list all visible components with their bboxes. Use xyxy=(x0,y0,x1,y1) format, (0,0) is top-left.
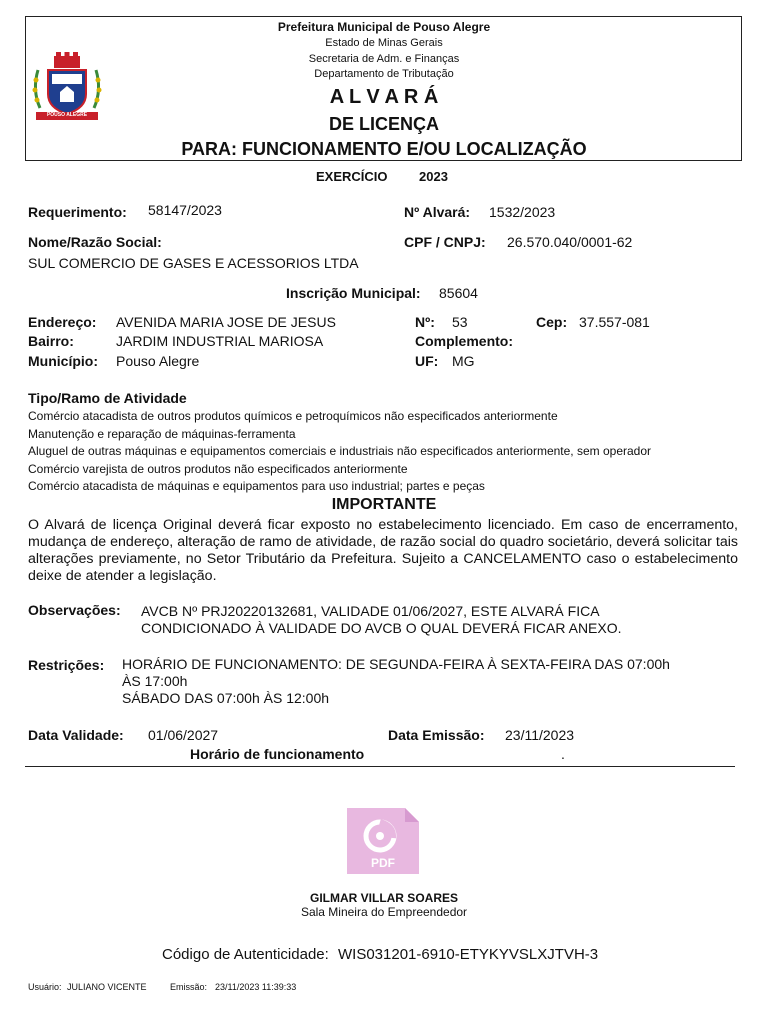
cep-label: Cep: xyxy=(536,314,568,330)
endereco-value: AVENIDA MARIA JOSE DE JESUS xyxy=(116,314,336,330)
inscricao-label: Inscrição Municipal: xyxy=(286,285,421,301)
signatory-role: Sala Mineira do Empreendedor xyxy=(300,905,468,919)
nome-value: SUL COMERCIO DE GASES E ACESSORIOS LTDA xyxy=(28,255,359,271)
restrictions-label: Restrições: xyxy=(28,657,105,673)
pdf-icon-label: PDF xyxy=(371,856,395,870)
signatory-name: GILMAR VILLAR SOARES xyxy=(309,891,458,905)
footer-user-label: Usuário: xyxy=(28,982,62,992)
crest-banner-text: POUSO ALEGRE xyxy=(46,112,88,118)
footer-emission-label: Emissão: xyxy=(170,982,208,992)
document-title: A L V A R Á xyxy=(329,86,439,108)
activity-item: Aluguel de outras máquinas e equipamentos comerciais e industriais não especificados anteriormente, sem operador xyxy=(28,444,652,458)
secretariat-name: Secretaria de Adm. e Finanças xyxy=(308,53,460,65)
activities-title: Tipo/Ramo de Atividade xyxy=(28,390,187,406)
alvara-value: 1532/2023 xyxy=(489,204,556,220)
horario-label: Horário de funcionamento xyxy=(190,746,365,762)
validade-value: 01/06/2027 xyxy=(148,727,219,743)
observations-line1: AVCB Nº PRJ20220132681, VALIDADE 01/06/2027, ESTE ALVARÁ FICA xyxy=(141,603,600,619)
municipality-name: Prefeitura Municipal de Pouso Alegre xyxy=(277,20,491,34)
state-name: Estado de Minas Gerais xyxy=(325,37,443,49)
observations-label: Observações: xyxy=(28,602,121,618)
activity-item: Comércio atacadista de máquinas e equipamentos para uso industrial; partes e peças xyxy=(28,479,485,493)
emissao-value: 23/11/2023 xyxy=(505,727,575,743)
exercise-label: EXERCÍCIO xyxy=(316,169,388,184)
department-name: Departamento de Tributação xyxy=(314,68,454,80)
municipio-value: Pouso Alegre xyxy=(116,353,200,369)
activity-item: Manutenção e reparação de máquinas-ferramenta xyxy=(28,427,296,441)
restrictions-line2: ÀS 17:00h xyxy=(122,673,188,689)
exercise-year: 2023 xyxy=(419,169,448,184)
footer-emission-value: 23/11/2023 11:39:33 xyxy=(215,982,297,992)
footer-user-value: JULIANO VICENTE xyxy=(67,982,147,992)
uf-label: UF: xyxy=(415,353,439,369)
cep-value: 37.557-081 xyxy=(579,314,650,330)
important-title: IMPORTANTE xyxy=(331,496,437,513)
uf-value: MG xyxy=(452,353,475,369)
requerimento-value: 58147/2023 xyxy=(148,202,222,218)
observations-line2: CONDICIONADO À VALIDADE DO AVCB O QUAL DEVERÁ FICAR ANEXO. xyxy=(141,620,622,636)
important-text: O Alvará de licença Original deverá ficar exposto no estabelecimento licenciado. Em caso de encerramento, mudança de endereço, alteração de ramo de atividade, de razão social do quadro societário, deverá solicitar tais alterações previamente, no Setor Tributário da Prefeitura. Sujeito a CANCELAMENTO caso o estabelecimento deixe de atender a legislação. xyxy=(28,517,738,584)
document-purpose: PARA: FUNCIONAMENTO E/OU LOCALIZAÇÃO xyxy=(181,139,587,159)
restrictions-line3: SÁBADO DAS 07:00h ÀS 12:00h xyxy=(122,690,330,706)
endereco-label: Endereço: xyxy=(28,314,97,330)
nome-label: Nome/Razão Social: xyxy=(28,234,162,250)
numero-value: 53 xyxy=(452,314,468,330)
horario-dot: . xyxy=(561,746,565,762)
validade-label: Data Validade: xyxy=(28,727,124,743)
municipio-label: Município: xyxy=(28,353,98,369)
requerimento-label: Requerimento: xyxy=(28,204,127,220)
activity-item: Comércio varejista de outros produtos não especificados anteriormente xyxy=(28,462,408,476)
authenticity-code: WIS031201-6910-ETYKYVSLXJTVH-3 xyxy=(338,946,599,963)
numero-label: Nº: xyxy=(415,314,435,330)
alvara-label: Nº Alvará: xyxy=(404,204,471,220)
cpf-label: CPF / CNPJ: xyxy=(404,234,486,250)
authenticity-label: Código de Autenticidade: xyxy=(162,946,329,963)
bairro-value: JARDIM INDUSTRIAL MARIOSA xyxy=(116,333,324,349)
bairro-label: Bairro: xyxy=(28,333,74,349)
complemento-label: Complemento: xyxy=(415,333,513,349)
activity-item: Comércio atacadista de outros produtos químicos e petroquímicos não especificados anteriormente xyxy=(28,409,558,423)
inscricao-value: 85604 xyxy=(439,285,478,301)
pdf-signature-icon xyxy=(347,808,419,874)
emissao-label: Data Emissão: xyxy=(388,727,485,743)
cpf-value: 26.570.040/0001-62 xyxy=(507,234,633,250)
divider-line xyxy=(25,766,735,767)
document-subtitle: DE LICENÇA xyxy=(328,114,439,134)
restrictions-line1: HORÁRIO DE FUNCIONAMENTO: DE SEGUNDA-FEIRA À SEXTA-FEIRA DAS 07:00h xyxy=(122,656,670,672)
